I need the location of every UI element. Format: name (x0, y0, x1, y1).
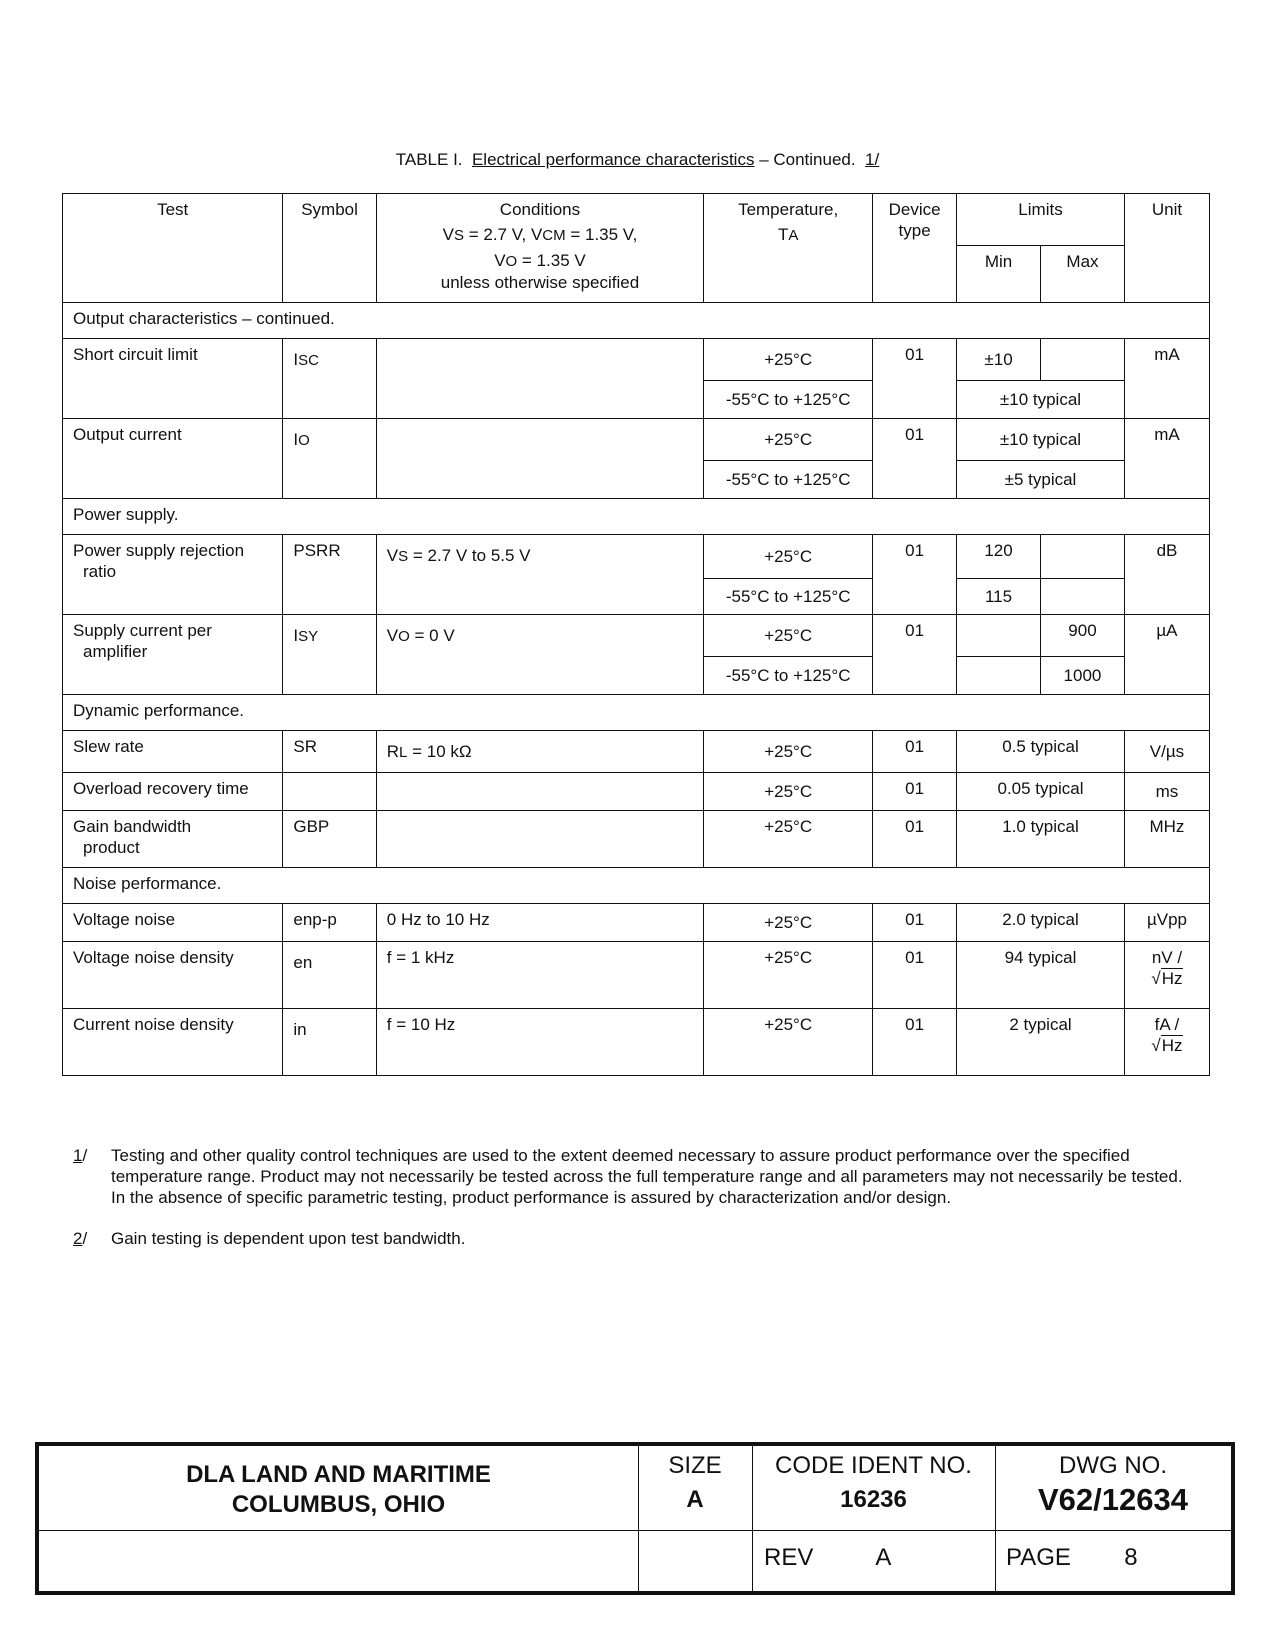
vo-subscript: O (505, 253, 518, 270)
footnote-1 (73, 1145, 1193, 1208)
table-row-gain-bandwidth (63, 811, 1210, 868)
divider (39, 1530, 1231, 1531)
conditions-cell: f = 1 kHz (376, 942, 703, 1009)
max-cell (1041, 535, 1125, 579)
unit-cell: µA (1124, 615, 1209, 695)
footnote-text: Gain testing is dependent upon test bandwidth. (111, 1229, 466, 1248)
header-unit: Unit (1124, 194, 1209, 303)
symbol-subscript: SC (298, 352, 319, 369)
symbol-cell (283, 419, 376, 499)
section-row (63, 303, 1210, 339)
code-ident-block (752, 1452, 995, 1514)
symbol-cell (283, 615, 376, 695)
header-row (63, 194, 1210, 246)
limit-cell: 2.0 typical (957, 904, 1125, 942)
size-value: A (686, 1486, 704, 1513)
temperature-cell: +25°C (704, 535, 873, 579)
sqrt-symbol: √ (1151, 1036, 1161, 1055)
symbol-subscript: O (298, 432, 310, 449)
section-noise: Noise performance. (63, 868, 1210, 904)
footnote-slash: / (82, 1229, 88, 1248)
unit-cell: MHz (1124, 811, 1209, 868)
unit-cell (1124, 942, 1209, 1009)
max-cell (1041, 579, 1125, 615)
vcm-subscript: CM (542, 227, 566, 244)
header-test: Test (63, 194, 283, 303)
unit-cell: µVpp (1124, 904, 1209, 942)
temperature-cell: +25°C (704, 419, 873, 461)
symbol-main: I (293, 350, 299, 369)
conditions-cell: 0 Hz to 10 Hz (376, 904, 703, 942)
test-name-line1: Gain bandwidth (73, 817, 192, 836)
unit-line2 (1135, 1035, 1199, 1056)
test-name: Overload recovery time (63, 773, 283, 811)
temperature-cell: +25°C (704, 773, 873, 811)
temperature-label: Temperature, (738, 200, 839, 219)
test-name-line1: Power supply rejection (73, 541, 245, 560)
rev-block (764, 1544, 994, 1572)
dwg-block (995, 1452, 1231, 1518)
cond-symbol: V (386, 626, 399, 645)
conditions-output (387, 250, 693, 272)
caption-suffix: – Continued. (759, 150, 856, 169)
unit-line1: fA / (1154, 1015, 1180, 1034)
code-ident-label: CODE IDENT NO. (775, 1452, 972, 1479)
footnote-number (73, 1228, 111, 1249)
table-row-slew-rate (63, 731, 1210, 773)
section-row (63, 499, 1210, 535)
sqrt-symbol: √ (1151, 969, 1161, 988)
test-name-line2: amplifier (83, 642, 148, 661)
limit-cell: 2 typical (957, 1009, 1125, 1076)
table-row-voltage-noise (63, 904, 1210, 942)
symbol-cell: PSRR (283, 535, 376, 615)
size-label: SIZE (668, 1452, 722, 1479)
device-type-cell: 01 (873, 1009, 957, 1076)
test-name-line1: Supply current per (73, 621, 212, 640)
max-cell: 1000 (1041, 657, 1125, 695)
symbol-cell: SR (283, 731, 376, 773)
device-type-cell: 01 (873, 419, 957, 499)
electrical-characteristics-table (62, 193, 1210, 1076)
symbol-main: I (293, 626, 299, 645)
code-ident-value: 16236 (840, 1486, 907, 1513)
test-name: Output current (63, 419, 283, 499)
caption-note-ref: 1/ (865, 150, 880, 169)
header-device-type: Device type (873, 194, 957, 303)
test-name (63, 535, 283, 615)
min-cell (957, 657, 1041, 695)
cond-symbol: R (386, 742, 400, 761)
vs-symbol: V (442, 225, 454, 244)
max-cell: 900 (1041, 615, 1125, 657)
limit-cell: ±5 typical (957, 461, 1125, 499)
unit-line2 (1135, 968, 1199, 989)
section-row (63, 695, 1210, 731)
table-row-supply-current (63, 615, 1210, 657)
symbol-subscript: SY (298, 628, 319, 645)
title-block (35, 1442, 1235, 1595)
temperature-cell: +25°C (704, 615, 873, 657)
table-row-psrr (63, 535, 1210, 579)
min-cell: ±10 (957, 339, 1041, 381)
caption-prefix: TABLE I. (395, 150, 463, 169)
vo-symbol: V (494, 251, 506, 270)
page-label: PAGE (1006, 1544, 1071, 1571)
header-limits: Limits (957, 194, 1125, 246)
table-row-overload-recovery (63, 773, 1210, 811)
dwg-label: DWG NO. (1059, 1452, 1167, 1479)
agency-line1: DLA LAND AND MARITIME (186, 1461, 491, 1488)
section-power: Power supply. (63, 499, 1210, 535)
ta-label (714, 224, 862, 246)
header-temperature (704, 194, 873, 303)
vs-value: = 2.7 V, V (463, 225, 543, 244)
agency-name (39, 1460, 638, 1520)
conditions-cell (376, 615, 703, 695)
symbol-cell: in (283, 1009, 376, 1076)
unit-radicand: Hz (1161, 1036, 1183, 1055)
unit-cell: V/µs (1124, 731, 1209, 773)
page-block (1006, 1544, 1231, 1572)
symbol-cell: enp-p (283, 904, 376, 942)
conditions-cell (376, 731, 703, 773)
footnote-2 (73, 1228, 1193, 1249)
temperature-cell: +25°C (704, 731, 873, 773)
device-type-cell: 01 (873, 904, 957, 942)
agency-line2: COLUMBUS, OHIO (231, 1491, 446, 1518)
temperature-cell: +25°C (704, 942, 873, 1009)
dwg-number: V62/12634 (1038, 1482, 1188, 1517)
unit-cell: ms (1124, 773, 1209, 811)
test-name-line2: ratio (83, 562, 117, 581)
test-name (63, 615, 283, 695)
temperature-cell: +25°C (704, 811, 873, 868)
rev-label: REV (764, 1544, 814, 1571)
temperature-cell: +25°C (704, 339, 873, 381)
temperature-cell: -55°C to +125°C (704, 657, 873, 695)
footnote-number (73, 1145, 111, 1208)
vs-subscript: S (453, 227, 464, 244)
temperature-cell: -55°C to +125°C (704, 579, 873, 615)
device-type-cell: 01 (873, 942, 957, 1009)
table-caption (0, 150, 1275, 170)
conditions-cell: f = 10 Hz (376, 1009, 703, 1076)
vcm-value: = 1.35 V, (565, 225, 638, 244)
temperature-cell: +25°C (704, 904, 873, 942)
conditions-unless: unless otherwise specified (440, 273, 640, 292)
conditions-title: Conditions (499, 200, 581, 219)
device-type-cell: 01 (873, 339, 957, 419)
device-type-cell: 01 (873, 615, 957, 695)
device-type-cell: 01 (873, 535, 957, 615)
unit-cell: dB (1124, 535, 1209, 615)
conditions-cell (376, 535, 703, 615)
cond-subscript: L (399, 744, 408, 761)
symbol-cell: GBP (283, 811, 376, 868)
section-output: Output characteristics – continued. (63, 303, 1210, 339)
caption-title: Electrical performance characteristics (471, 150, 755, 169)
unit-radicand: Hz (1161, 969, 1183, 988)
cond-subscript: S (398, 548, 409, 565)
conditions-cell (376, 339, 703, 419)
header-max: Max (1041, 246, 1125, 303)
table-row-voltage-noise-density (63, 942, 1210, 1009)
symbol-cell (283, 339, 376, 419)
size-block (638, 1452, 752, 1514)
test-name-line2: product (83, 838, 140, 857)
header-min: Min (957, 246, 1041, 303)
cond-subscript: O (398, 628, 410, 645)
symbol-main: I (293, 430, 299, 449)
test-name: Short circuit limit (63, 339, 283, 419)
test-name: Voltage noise density (63, 942, 283, 1009)
min-cell: 115 (957, 579, 1041, 615)
device-type-cell: 01 (873, 773, 957, 811)
device-type-cell: 01 (873, 811, 957, 868)
test-name: Slew rate (63, 731, 283, 773)
cond-symbol: V (386, 546, 399, 565)
table-row-output-current (63, 419, 1210, 461)
unit-cell (1124, 1009, 1209, 1076)
footnotes (73, 1145, 1193, 1269)
conditions-cell (376, 811, 703, 868)
footnote-digit: 2 (73, 1229, 83, 1248)
vo-value: = 1.35 V (517, 251, 586, 270)
limit-cell: 0.5 typical (957, 731, 1125, 773)
ta-symbol: T (777, 225, 789, 244)
limit-cell: ±10 typical (957, 419, 1125, 461)
symbol-cell (283, 773, 376, 811)
header-conditions (376, 194, 703, 303)
temperature-cell: -55°C to +125°C (704, 381, 873, 419)
temperature-cell: -55°C to +125°C (704, 461, 873, 499)
test-name (63, 811, 283, 868)
cond-value: = 2.7 V to 5.5 V (408, 546, 531, 565)
temperature-cell: +25°C (704, 1009, 873, 1076)
symbol-cell: en (283, 942, 376, 1009)
min-cell: 120 (957, 535, 1041, 579)
rev-value: A (875, 1544, 892, 1571)
min-cell (957, 615, 1041, 657)
unit-cell: mA (1124, 339, 1209, 419)
cond-value: = 0 V (409, 626, 455, 645)
limit-cell: 94 typical (957, 942, 1125, 1009)
unit-cell: mA (1124, 419, 1209, 499)
footnote-text: Testing and other quality control techniques are used to the extent deemed necessary to assure product performance over the specified temperature range. Product may not necessarily be tested across the full temperature range and all parameters may not necessarily be tested. In the absence of specific parametric testing, product performance is assured by characterization and/or design. (111, 1146, 1183, 1207)
section-row (63, 868, 1210, 904)
test-name: Current noise density (63, 1009, 283, 1076)
footnote-slash: / (82, 1146, 88, 1165)
page-number: 8 (1124, 1544, 1138, 1571)
device-type-cell: 01 (873, 731, 957, 773)
footnote-digit: 1 (73, 1146, 83, 1165)
table-row-current-noise-density (63, 1009, 1210, 1076)
header-symbol: Symbol (283, 194, 376, 303)
section-dynamic: Dynamic performance. (63, 695, 1210, 731)
conditions-supply (387, 224, 693, 246)
table-row-short-circuit (63, 339, 1210, 381)
ta-subscript: A (788, 227, 799, 244)
cond-value: = 10 kΩ (407, 742, 472, 761)
unit-line1: nV / (1151, 948, 1183, 967)
max-cell (1041, 339, 1125, 381)
conditions-cell (376, 419, 703, 499)
limit-cell: 0.05 typical (957, 773, 1125, 811)
limit-cell: 1.0 typical (957, 811, 1125, 868)
conditions-cell (376, 773, 703, 811)
limit-cell: ±10 typical (957, 381, 1125, 419)
test-name: Voltage noise (63, 904, 283, 942)
